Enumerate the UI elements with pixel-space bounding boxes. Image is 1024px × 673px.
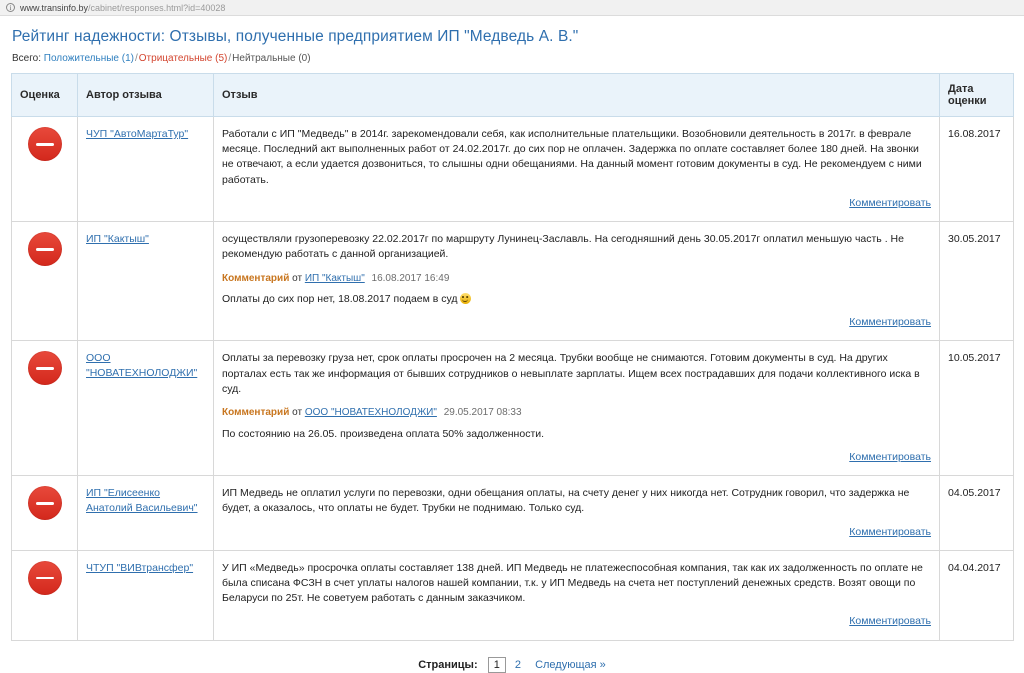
column-header-author: Автор отзыва (78, 74, 214, 117)
pagination (0, 659, 1024, 671)
filter-negative-link[interactable]: Отрицательные (5) (138, 53, 228, 64)
comment-header (222, 272, 931, 287)
table-header-row (12, 74, 1014, 117)
pagination-label: Страницы: (418, 658, 478, 671)
review-text: ИП Медведь не оплатил услуги по перевозки, одни обещания оплаты, на счету денег у них никогда нет. Сотрудник говорил, что задержка не будет, а оказалось, что оплаты не будет. Трубки не поднимаю. Только суд. (222, 487, 910, 515)
review-cell (214, 117, 940, 222)
minus-icon (28, 127, 62, 161)
comment-button[interactable]: Комментировать (849, 615, 931, 628)
comment-from: от (292, 272, 303, 284)
comment-body (222, 292, 931, 307)
author-cell (78, 222, 214, 341)
minus-icon (28, 232, 62, 266)
filter-positive-link[interactable]: Положительные (1) (43, 53, 134, 64)
smiley-icon (460, 293, 471, 304)
comment-body-text: Оплаты до сих пор нет, 18.08.2017 подаем в суд (222, 293, 458, 306)
pagination-next[interactable]: Следующая » (535, 658, 606, 671)
comment-button[interactable]: Комментировать (849, 450, 931, 463)
comment-date: 16.08.2017 16:49 (371, 272, 450, 284)
review-text: Оплаты за перевозку груза нет, срок оплаты просрочен на 2 месяца. Трубки вообще не снимаются. Готовим документы в суд. На других порталах есть так же информация от бывших сотрудников о невыплате зарплаты. Ищем всех пострадавших для подачи коллективного иска в суд. (222, 352, 920, 395)
pagination-page-2[interactable]: 2 (514, 658, 521, 671)
reviews-table (11, 73, 1014, 641)
summary-separator-1: / (135, 53, 138, 64)
review-cell (214, 341, 940, 476)
comment-action (222, 315, 931, 330)
author-link[interactable]: ООО "НОВАТЕХНОЛОДЖИ" (86, 352, 198, 380)
minus-icon (28, 351, 62, 385)
comment-date: 29.05.2017 08:33 (443, 407, 522, 419)
minus-icon (28, 486, 62, 520)
review-text: Работали с ИП "Медведь" в 2014г. зарекомендовали себя, как исполнительные плательщики. Возобновили деятельность в 2017г. в феврале месяце. Последний акт выполненных работ от 24.02.2017г. до сих пор не оплачен. Задержка по оплате составляет более 180 дней. На звонки не отвечают, а если удается дозвониться, то слышны одни обещаниями. На данный момент готовим документы в суд. Не рекомендуем с ними работать. (222, 128, 922, 186)
author-cell (78, 341, 214, 476)
column-header-review: Отзыв (214, 74, 940, 117)
url-domain: www.transinfo.by (20, 2, 89, 13)
column-header-rating: Оценка (12, 74, 78, 117)
comment-label: Комментарий (222, 407, 290, 419)
table-row (12, 222, 1014, 341)
date-cell: 10.05.2017 (940, 341, 1014, 476)
browser-address-bar[interactable] (0, 0, 1024, 16)
url-path: /cabinet/responses.html?id=40028 (88, 2, 226, 13)
author-cell (78, 550, 214, 640)
date-cell: 16.08.2017 (940, 117, 1014, 222)
rating-cell (12, 550, 78, 640)
filter-neutral-link[interactable]: Нейтральные (0) (232, 53, 311, 64)
author-link[interactable]: ИП "Елисеенко Анатолий Васильевич" (86, 487, 198, 514)
review-cell (214, 476, 940, 551)
comment-button[interactable]: Комментировать (849, 316, 931, 329)
date-cell: 30.05.2017 (940, 222, 1014, 341)
table-row (12, 476, 1014, 551)
author-cell (78, 476, 214, 551)
comment-action (222, 525, 931, 540)
comment-author-link[interactable]: ИП "Кактыш" (304, 272, 365, 284)
comment-button[interactable]: Комментировать (849, 196, 931, 209)
review-cell (214, 550, 940, 640)
author-cell (78, 117, 214, 222)
table-row (12, 341, 1014, 476)
comment-action (222, 450, 931, 465)
page-title: Рейтинг надежности: Отзывы, полученные предприятием ИП "Медведь А. В." (12, 28, 579, 45)
table-row (12, 550, 1014, 640)
table-row (12, 117, 1014, 222)
date-cell: 04.05.2017 (940, 476, 1014, 551)
minus-icon (28, 561, 62, 595)
comment-body: По состоянию на 26.05. произведена оплата 50% задолженности. (222, 427, 545, 440)
date-cell: 04.04.2017 (940, 550, 1014, 640)
summary-separator-2: / (228, 53, 232, 64)
author-link[interactable]: ИП "Кактыш" (86, 233, 149, 246)
review-comment (222, 272, 931, 308)
rating-cell (12, 117, 78, 222)
review-cell (214, 222, 940, 341)
pagination-current-page[interactable]: 1 (488, 657, 506, 673)
author-link[interactable]: ЧТУП "ВИВтрансфер" (86, 561, 194, 574)
rating-cell (12, 476, 78, 551)
comment-button[interactable]: Комментировать (849, 525, 931, 538)
summary-prefix: Всего: (12, 53, 41, 64)
rating-cell (12, 341, 78, 476)
comment-author-link[interactable]: ООО "НОВАТЕХНОЛОДЖИ" (304, 407, 437, 419)
comment-action (222, 196, 931, 211)
page-content (0, 16, 1024, 671)
author-link[interactable]: ЧУП "АвтоМартаТур" (86, 128, 189, 140)
comment-from: от (292, 407, 303, 419)
comment-label: Комментарий (222, 272, 290, 284)
comment-header (222, 406, 931, 421)
comment-action (222, 614, 931, 629)
review-comment (222, 406, 931, 442)
reviews-summary (0, 46, 1024, 73)
review-text: У ИП «Медведь» просрочка оплаты составляет 138 дней. ИП Медведь не платежеспособная компания, так как их задолженность по оплате не была списана ФСЗН в счет уплаты налогов нашей компании, т.к. у ИП Медведь на счета нет поступлений денежных средств. Возят овощи по Беларуси по 25т. Не советуем работать с данным заказчиком. (222, 561, 923, 605)
review-text: осуществляли грузоперевозку 22.02.2017г по маршруту Лунинец-Заславль. На сегодняшний день 30.05.2017г оплатил меньшую часть . Не рекомендую работать с данной организацией. (222, 233, 904, 261)
info-icon: i (6, 3, 15, 12)
column-header-date: Дата оценки (940, 74, 1014, 117)
rating-cell (12, 222, 78, 341)
